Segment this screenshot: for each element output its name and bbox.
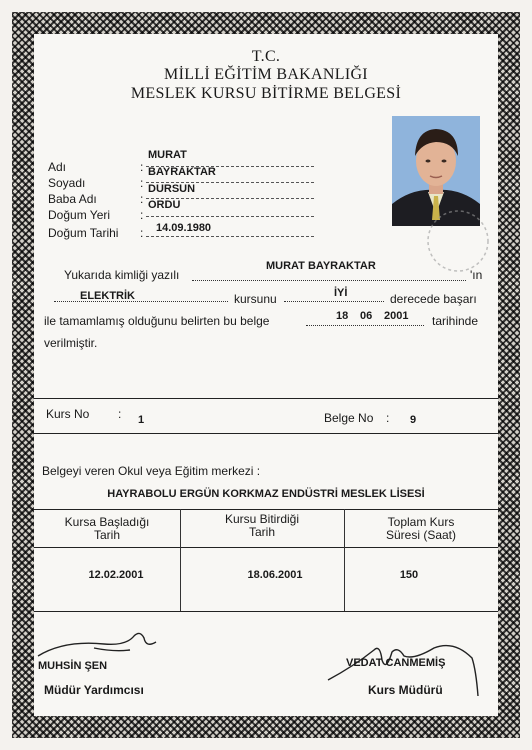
label-birth-date: Doğum Tarihi (48, 226, 119, 240)
header-total-hours: Toplam Kurs Süresi (Saat) (385, 515, 457, 542)
right-signer-title: Kurs Müdürü (368, 683, 443, 697)
header-tc: T.C. (251, 48, 281, 65)
statement-suffix: 'ın (470, 268, 483, 282)
grade-suffix: derecede başarı (390, 292, 477, 306)
cell-end-date: 18.06.2001 (247, 569, 303, 581)
value-birth-date: 14.09.1980 (156, 222, 212, 234)
certificate-no-label: Belge No (324, 411, 374, 425)
value-birth-place: ORDU (148, 199, 181, 211)
left-signer-title: Müdür Yardımcısı (44, 683, 144, 697)
value-father-name: DURSUN (148, 183, 196, 195)
course-no-label: Kurs No (46, 407, 90, 421)
course-name: ELEKTRİK (80, 290, 135, 302)
cell-start-date: 12.02.2001 (88, 569, 144, 581)
issue-prefix: ile tamamlamış olduğunu belirten bu belge (44, 314, 270, 328)
value-name: MURAT (148, 149, 187, 161)
cell-total-hours: 150 (399, 569, 419, 581)
certificate: T.C. MİLLİ EĞİTİM BAKANLIĞI MESLEK KURSU BİTİRME BELGESİ Adı Soyadı Baba Adı Doğum Yeri Doğum Tarihi : : : : : MURAT BAYRAKTAR DURSUN ORDU 14.09.1980 Yukarıda kimliği yazılı MURAT BAYRAKTAR 'ın ELEKTRİK kursunu İYİ derecede başarı ile tamamlamış olduğunu belirten bu belge 18 06 2001 tarihinde verilmiştir. Kurs No : 1 Belge No : 9 Belgeyi veren Okul veya Eğitim merkezi : HAYRABOLU ERGÜN KORKMAZ ENDÜSTRİ MESLEK LİSESİ Kursa Başladığı Tarih Kursu Bitirdiği Tarih Toplam Kurs Süresi (Saat) 12.02.2001 18.06.2001 150 MUHSİN ŞEN Müdür Yardımcısı VEDAT CANMEMİŞ Kurs Müdürü (0, 0, 532, 750)
course-no-value: 1 (138, 414, 145, 426)
value-surname: BAYRAKTAR (148, 166, 216, 178)
header-start-date: Kursa Başladığı Tarih (64, 515, 150, 542)
issue-suffix: tarihinde (432, 314, 479, 328)
issue-day: 18 (336, 310, 349, 322)
label-birth-place: Doğum Yeri (48, 208, 111, 222)
issue-year: 2001 (384, 310, 409, 322)
statement-prefix: Yukarıda kimliği yazılı (64, 268, 180, 282)
label-father-name: Baba Adı (48, 192, 97, 206)
statement-holder-name: MURAT BAYRAKTAR (266, 260, 376, 272)
certificate-no-value: 9 (410, 414, 417, 426)
header-ministry: MİLLİ EĞİTİM BAKANLIĞI (164, 66, 368, 83)
left-signer-name: MUHSİN ŞEN (38, 660, 108, 672)
issue-month: 06 (360, 310, 373, 322)
label-surname: Soyadı (48, 176, 86, 190)
label-name: Adı (48, 160, 67, 174)
course-label: kursunu (234, 292, 277, 306)
header-end-date: Kursu Bitirdiği Tarih (224, 512, 300, 539)
course-grade: İYİ (334, 287, 348, 299)
issuer-name: HAYRABOLU ERGÜN KORKMAZ ENDÜSTRİ MESLEK LİSESİ (107, 488, 425, 500)
issuer-label: Belgeyi veren Okul veya Eğitim merkezi : (42, 464, 261, 478)
official-stamp (418, 206, 498, 276)
statement-end: verilmiştir. (44, 336, 98, 350)
header-title: MESLEK KURSU BİTİRME BELGESİ (130, 85, 402, 102)
right-signer-name: VEDAT CANMEMİŞ (346, 657, 446, 669)
